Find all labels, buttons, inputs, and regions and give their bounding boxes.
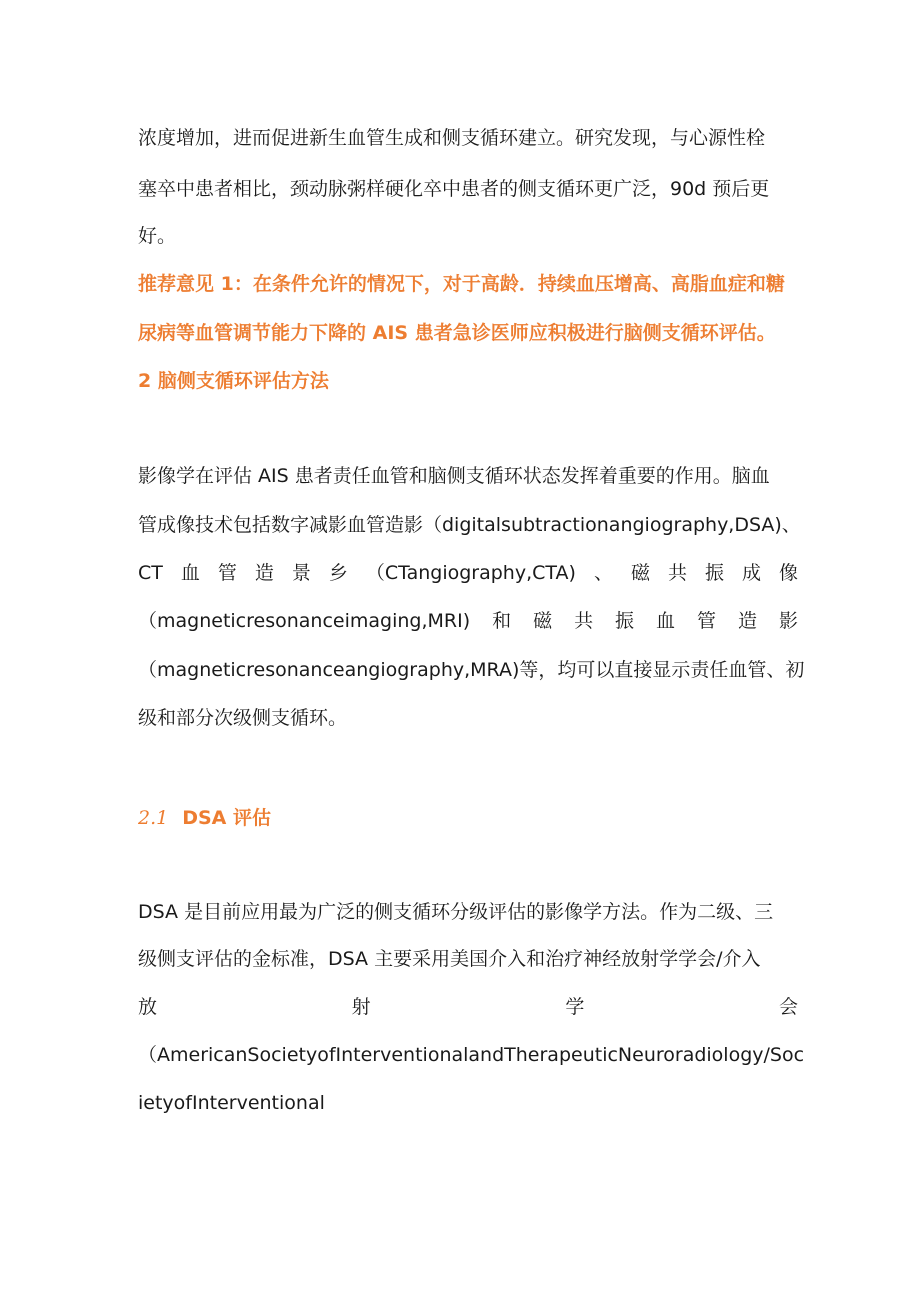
word: 成 bbox=[741, 562, 761, 584]
word: 像 bbox=[778, 562, 798, 584]
word: 景 bbox=[291, 562, 311, 584]
paragraph-3-line-2: 级侧支评估的金标准，DSA 主要采用美国介入和治疗神经放射学学会/介入 bbox=[138, 948, 761, 970]
word: 振 bbox=[615, 610, 635, 632]
word: 管 bbox=[697, 610, 717, 632]
paragraph-3-line-1: DSA 是目前应用最为广泛的侧支循环分级评估的影像学方法。作为二级、三 bbox=[138, 901, 774, 923]
section-2-1-heading bbox=[138, 804, 798, 832]
paragraph-3-line-4: （AmericanSocietyofInterventionalandTherapeuticNeuroradiology/Soc bbox=[138, 1044, 805, 1066]
word: （magneticresonanceimaging,MRI) bbox=[138, 610, 471, 632]
word: 乡 bbox=[328, 562, 348, 584]
paragraph-2-line-1: 影像学在评估 AIS 患者责任血管和脑侧支循环状态发挥着重要的作用。脑血 bbox=[138, 465, 770, 487]
word: 造 bbox=[254, 562, 274, 584]
paragraph-1-line-3: 好。 bbox=[138, 225, 177, 247]
word: 造 bbox=[738, 610, 758, 632]
paragraph-3-line-5: ietyofInterventional bbox=[138, 1092, 325, 1114]
word: 管 bbox=[217, 562, 237, 584]
word: 磁 bbox=[533, 610, 553, 632]
word: 射 bbox=[351, 996, 371, 1018]
section-2-heading: 2 脑侧支循环评估方法 bbox=[138, 370, 329, 392]
word: 影 bbox=[778, 610, 798, 632]
word: （CTangiography,CTA) bbox=[365, 562, 576, 584]
word: 放 bbox=[138, 996, 158, 1018]
word: 共 bbox=[574, 610, 594, 632]
paragraph-2-line-5: （magneticresonanceangiography,MRA)等，均可以直接显示责任血管、初 bbox=[138, 659, 805, 681]
word: 磁 bbox=[630, 562, 650, 584]
word: 血 bbox=[180, 562, 200, 584]
paragraph-2-line-2: 管成像技术包括数字减影血管造影（digitalsubtractionangiography,DSA)、 bbox=[138, 514, 801, 536]
section-number: 2.1 bbox=[138, 807, 169, 829]
recommendation-line-1: 推荐意见 1：在条件允许的情况下，对于高龄．持续血压增高、高脂血症和糖 bbox=[138, 273, 785, 295]
paragraph-3-line-3 bbox=[138, 993, 798, 1021]
word: 和 bbox=[492, 610, 512, 632]
word: 振 bbox=[704, 562, 724, 584]
word: 共 bbox=[667, 562, 687, 584]
word: CT bbox=[138, 562, 163, 584]
paragraph-2-line-4 bbox=[138, 607, 798, 635]
word: 血 bbox=[656, 610, 676, 632]
paragraph-1-line-2: 塞卒中患者相比，颈动脉粥样硬化卒中患者的侧支循环更广泛，90d 预后更 bbox=[138, 178, 770, 200]
recommendation-line-2: 尿病等血管调节能力下降的 AIS 患者急诊医师应积极进行脑侧支循环评估。 bbox=[138, 322, 776, 344]
word: 会 bbox=[778, 996, 798, 1018]
paragraph-1-line-1: 浓度增加，进而促进新生血管生成和侧支循环建立。研究发现，与心源性栓 bbox=[138, 127, 766, 149]
word: 学 bbox=[565, 996, 585, 1018]
paragraph-2-line-3 bbox=[138, 559, 798, 587]
paragraph-2-line-6: 级和部分次级侧支循环。 bbox=[138, 707, 348, 729]
word: 、 bbox=[593, 562, 613, 584]
section-title: DSA 评估 bbox=[182, 807, 271, 829]
